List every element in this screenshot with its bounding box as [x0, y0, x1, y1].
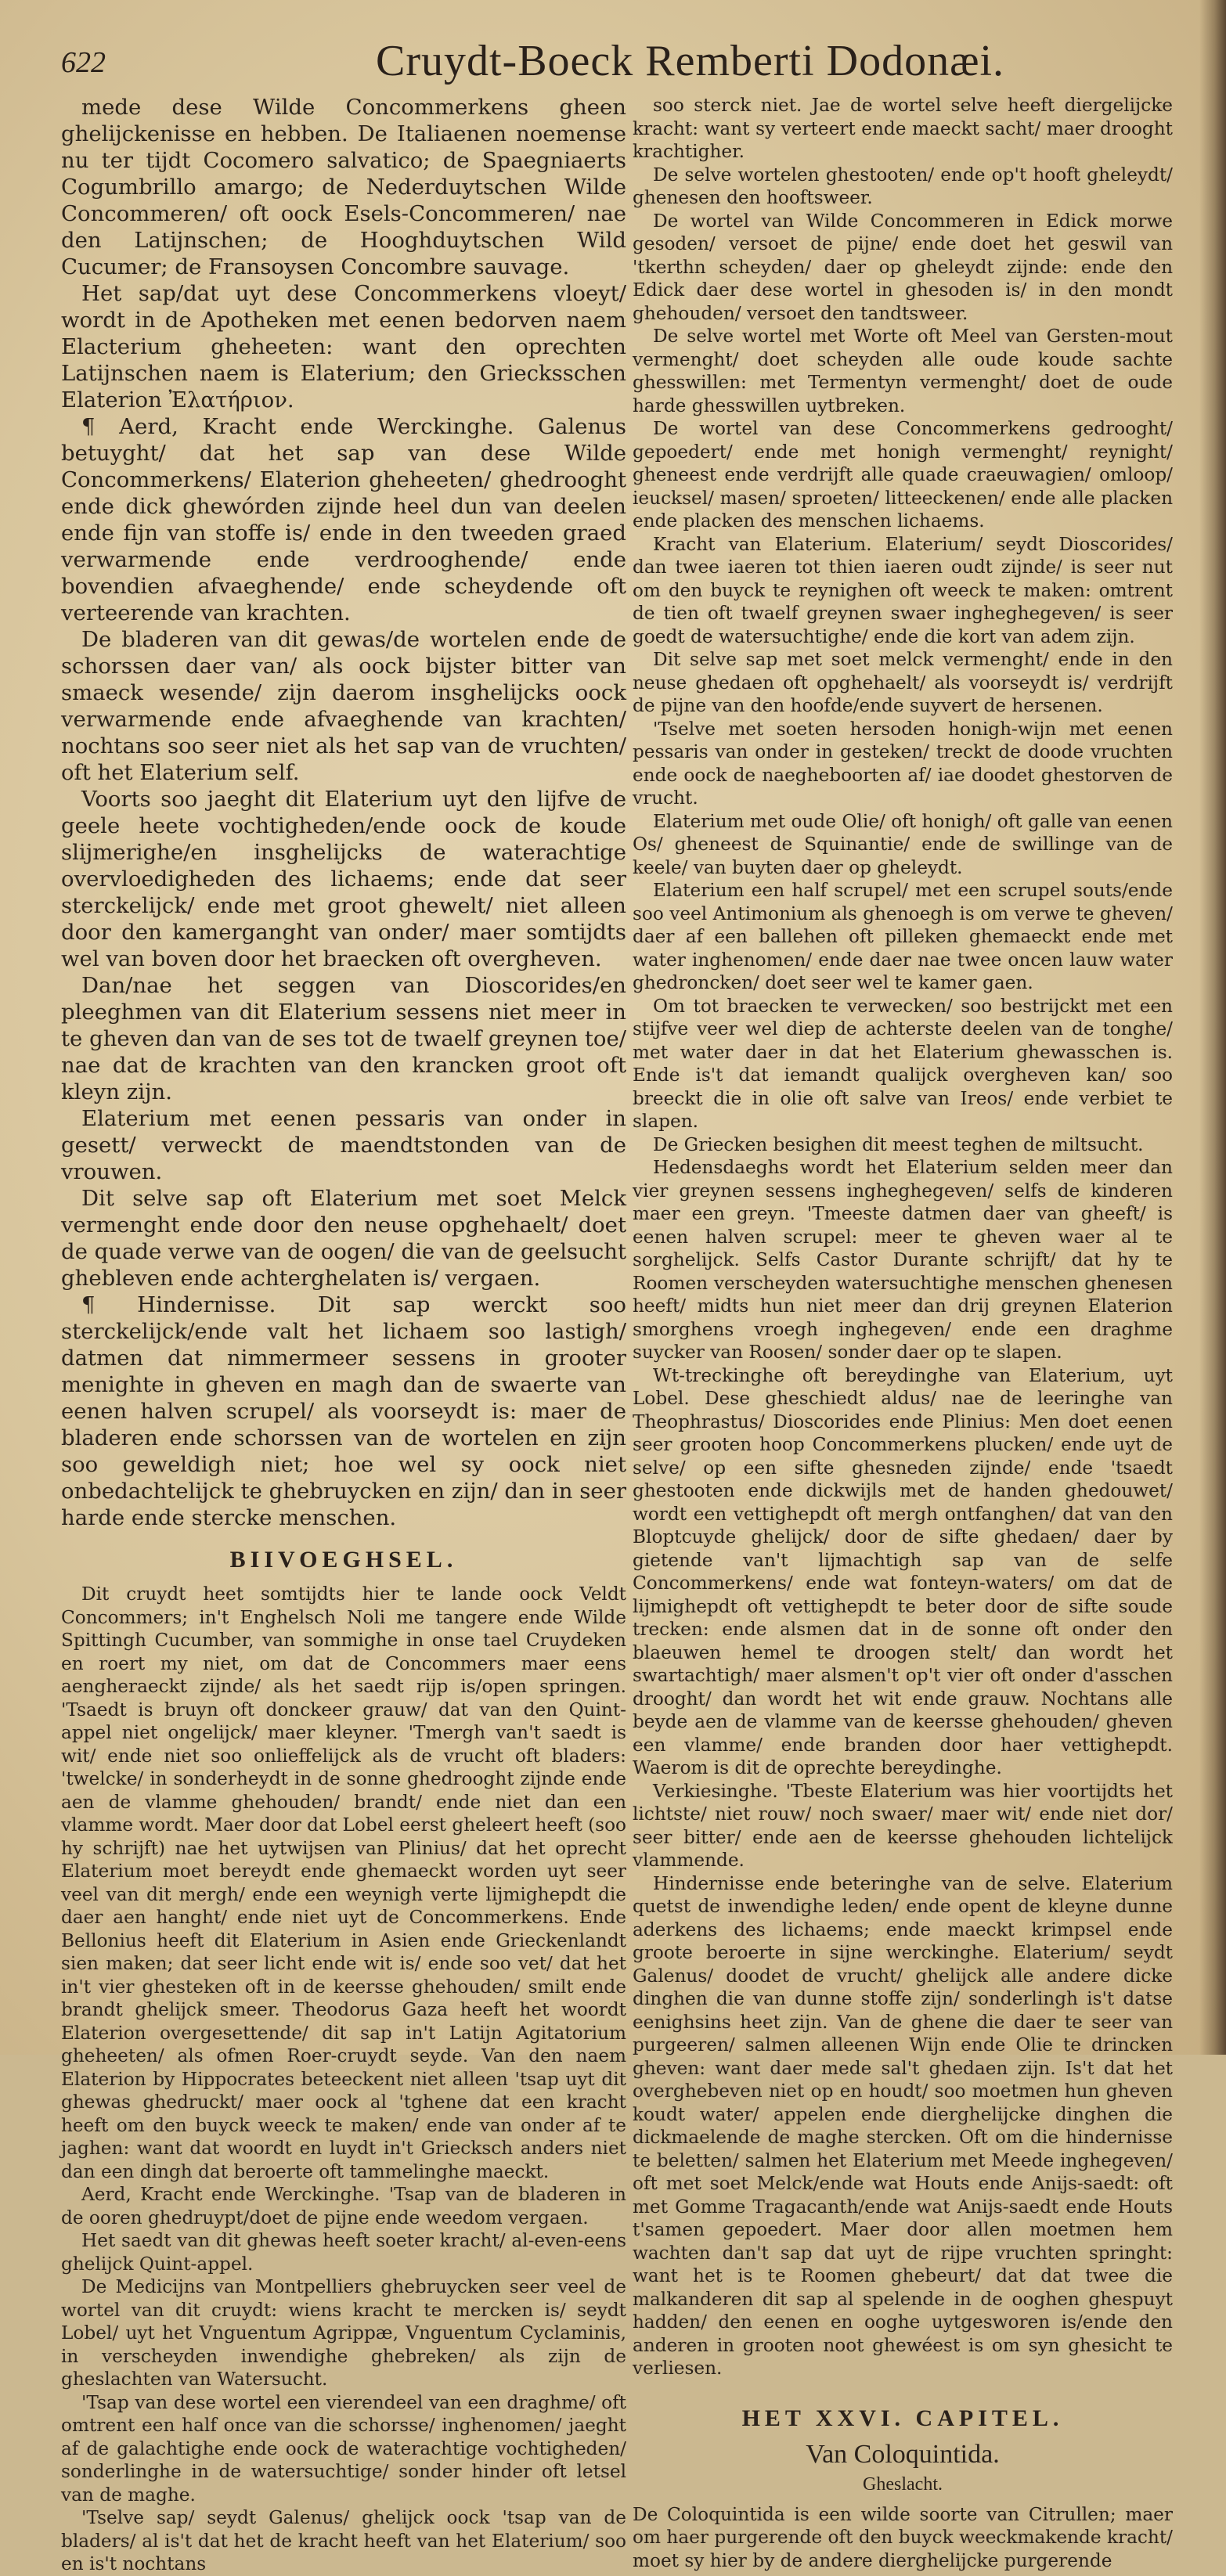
right-column — [633, 94, 1173, 2571]
paragraph: 'Tselve sap/ seydt Galenus/ ghelijck oock 'tsap van de bladers/ al is't dat het de kracht heeft van het Elaterium/ soo en is't nochtans — [61, 2507, 626, 2574]
paragraph: Dan/nae het seggen van Dioscorides/en pleeghmen van dit Elaterium sessens niet meer in te gheven dan van de ses tot de twaelf greynen toe/ nae dat de krachten van den krancken groot oft kleyn zijn. — [61, 973, 626, 1104]
paragraph: De bladeren van dit gewas/de wortelen ende de schorssen daer van/ als oock bijster bitter van smaeck wesende/ zijn daerom insghelijcks oock verwarmende ende afvaeghende van krachten/ nochtans soo seer niet als het sap van de vruchten/ oft het Elaterium self. — [61, 627, 626, 785]
paragraph: Het sap/dat uyt dese Concommerkens vloeyt/ wordt in de Apotheken met eenen bedorven naem Elacterium gheheeten: want den oprechten Latijnschen naem is Elaterium; den Griecksschen Elaterion Ἐλατήριον. — [61, 281, 626, 413]
paragraph: Hedensdaeghs wordt het Elaterium selden meer dan vier greynen sessens ingheghegeven/ selfs de kinderen maer een greyn. 'Tmeeste datmen daer van gheeft/ is eenen halven scrupel: meer te gheven waer al te sorghelijck. Selfs Castor Durante schrijft/ dat hy te Roomen verscheyden watersuchtighe menschen ghenesen heeft/ midts hun niet meer dan drij greynen Elaterion smorghens vroegh inghegeven/ ende een draghme suycker van Roosen/ sonder daer op te slapen. — [633, 1157, 1173, 1363]
paragraph: De wortel van dese Concommerkens gedrooght/ gepoedert/ ende met honigh vermenght/ reynight/ gheneest ende verdrijft alle quade craeuwagien/ omloop/ ieucksel/ masen/ sproeten/ litteeckenen/ ende alle placken ende placken des menschen lichaems. — [633, 418, 1173, 531]
chapter-section-heading: Gheslacht. — [863, 2473, 943, 2495]
paragraph: De selve wortel met Worte oft Meel van Gersten-mout vermenght/ doet scheyden alle oude koude sachte ghesswillen: met Termentyn vermenght/ doet de oude harde ghesswillen uytbreken. — [633, 326, 1173, 416]
paragraph: De Medicijns van Montpelliers ghebruycken seer veel de wortel van dit cruydt: wiens kracht te mercken is/ seydt Lobel/ uyt het Vnguentum Agrippæ, Vnguentum Cyclaminis, in verscheyden inwendighe ghebreken/ als zijn de gheslachten van Watersucht. — [61, 2276, 626, 2390]
left-main-text — [61, 94, 626, 1531]
left-column — [61, 94, 626, 2574]
paragraph: mede dese Wilde Concommerkens gheen ghelijckenisse en hebben. De Italiaenen noemense nu ter tijdt Cocomero salvatico; de Spaegniaerts Cogumbrillo amargo; de Nederduytschen Wilde Concommeren/ oft oock Esels-Concommeren/ nae den Latijnschen; de Hooghduytschen Wild Cucumer; de Fransoysen Concombre sauvage. — [61, 95, 626, 279]
paragraph: Kracht van Elaterium. Elaterium/ seydt Dioscorides/ dan twee iaeren tot thien iaeren oudt zijnde/ is seer nut om den buyck te reynighen oft weeck te maken: omtrent de tien oft twaelf greynen swaer ingheghegeven/ is seer goedt de watersuchtighe/ ende die kort van adem zijn. — [633, 533, 1173, 647]
paragraph: De selve wortelen ghestooten/ ende op't hooft gheleydt/ ghenesen den hooftsweer. — [633, 164, 1173, 208]
paragraph: Aerd, Kracht ende Werckinghe. 'Tsap van de bladeren in de ooren ghedruypt/doet de pijne ende weedom vergaen. — [61, 2184, 626, 2228]
chapter-title: HET XXVI. CAPITEL. — [741, 2405, 1064, 2431]
page-number: 622 — [61, 46, 106, 79]
paragraph: Verkiesinghe. 'Tbeste Elaterium was hier voortijdts het lichtste/ niet rouw/ noch swaer/ maer wit/ ende niet dor/ seer bitter/ ende aen de keersse ghehouden lichtelijck vlammende. — [633, 1780, 1173, 1871]
chapter-subtitle: Van Coloquintida. — [806, 2439, 1000, 2469]
paragraph: Wt-treckinghe oft bereydinghe van Elaterium, uyt Lobel. Dese gheschiedt aldus/ nae de leeringhe van Theophrastus/ Dioscorides ende Plinius: Men doet eenen seer grooten hoop Concommerkens plucken/ ende uyt de selve/ op een sifte ghesneden zijnde/ ende 'tsaedt ghestooten ende dickwijls met de handen ghedouwet/ wordt een vettighepdt oft mergh ontfanghen/ dat van den Bloptcuyde ghelijck/ door de sifte ghedaen/ daer by gietende van't lijmachtigh sap van de selfe Concommerkens/ ende wat fonteyn-waters/ om dat de lijmighepdt oft vettighepdt te beter door de sifte soude trecken: ende alsmen dat in de sonne oft onder den blaeuwen hemel te droogen stelt/ dan wordt het swartachtigh/ maer alsmen't op't vier oft onder d'asschen drooght/ dan wordt het wit ende grauw. Nochtans alle beyde aen de vlamme van de keersse ghehouden/ gheven een vlamme/ ende branden door haer vettighepdt. Waerom is dit de oprechte bereydinghe. — [633, 1364, 1173, 1778]
paragraph: Het saedt van dit ghewas heeft soeter kracht/ al-even-eens ghelijck Quint-appel. — [61, 2230, 626, 2275]
section-title: BIIVOEGHSEL. — [229, 1547, 458, 1573]
page-header — [47, 31, 1174, 94]
bijvoeghsel-text — [61, 1583, 626, 2576]
paragraph: soo sterck niet. Jae de wortel selve heeft diergelijcke kracht: want sy verteert ende maeckt sacht/ maer drooght krachtigher. — [633, 95, 1173, 162]
paragraph: De Griecken besighen dit meest teghen de miltsucht. — [653, 1133, 1144, 1155]
paragraph: ¶ Hindernisse. Dit sap werckt soo sterckelijck/ende valt het lichaem soo lastigh/ datmen dat nimmermeer sessens in grooter menighte in gheven en magh dan de swaerte van eenen halven scrupel/ als voorseydt is: maer de bladeren ende schorssen van de wortelen en zijn soo geweldigh niet; hoe wel sy oock niet onbedachtelijck te ghebruycken en zijn/ dan in seer harde ende stercke menschen. — [61, 1292, 626, 1530]
paragraph: Dit cruydt heet somtijdts hier te lande oock Veldt Concommers; in't Enghelsch Noli me tangere ende Wilde Spittingh Cucumber, van sommighe in onse tael Cruydeken en roert my niet, om dat de Concommers maer eens aengheraeckt zijnde/ als het saedt rijp is/open springen. 'Tsaedt is bruyn oft donckeer grauw/ dat van den Quint-appel niet ongelijck/ maer kleyner. 'Tmergh van't saedt is wit/ ende niet soo onlieffelijck als de vrucht oft bladers: 'twelcke/ in sonderheydt in de sonne ghedrooght zijnde ende aen de vlamme ghehouden/ brandt/ ende niet dan een vlamme wordt. Maer door dat Lobel eerst gheleert heeft (soo hy schrijft) nae het uytwijsen van Plinius/ dat het oprecht Elaterium moet bereydt ende ghemaeckt worden uyt seer veel van dit mergh/ ende een weynigh verte lijmighepdt die daer aen hanght/ ende niet uyt de Concommerkens. Ende Bellonius heeft dit Elaterium in Asien ende Grieckenlandt sien maken; dat seer licht ende wit is/ ende soo vet/ dat het in't vier ghesteken oft in de keersse ghehouden/ smilt ende brandt ghelijck smeer. Theodorus Gaza heeft het woordt Elaterion overgesettende/ dit sap in't Latijn Agitatorium gheheeten/ als ofmen Roer-cruydt seyde. Van den naem Elaterion by Hippocrates beteeckent niet alleen 'tsap uyt dit ghewas ghedruckt/ maer oock al 'tghene dat een kracht heeft om den buyck weeck te maken/ ende van onder af te jaghen: want dat woordt en luydt in't Griecksch anders niet dan een dingh dat beroerte oft tammelinghe maeckt. — [61, 1583, 626, 2182]
running-title: Cruydt-Boeck Remberti Dodonæi. — [376, 37, 1005, 85]
paragraph: 'Tselve met soeten hersoden honigh-wijn met eenen pessaris van onder in gesteken/ treckt de doode vruchten ende oock de naegheboorten af/ iae doodet ghestorven de vrucht. — [633, 718, 1173, 809]
paragraph: 'Tsap van dese wortel een vierendeel van een draghme/ oft omtrent een half once van die schorsse/ inghenomen/ jaeght af de galachtighe ende oock de waterachtige vochtigheden/ sonderlinghe in de watersuchtige/ sonder hinder oft letsel van de maghe. — [61, 2391, 626, 2506]
paragraph: Hindernisse ende beteringhe van de selve. Elaterium quetst de inwendighe leden/ ende opent de kleyne dunne aderkens des lichaems; ende maeckt krimpsel ende groote beroerte in sijne werckinghe. Elaterium/ seydt Galenus/ doodet de vrucht/ ghelijck alle andere dicke dinghen die van dunne stoffe zijn/ sonderlingh is't datse eenighsins heet zijn. Van de ghene die daer te seer van purgeeren/ salmen alleenen Wijn ende Olie te drincken gheven: want daer mede sal't ghedaen zijn. Is't dat het overghebeven niet op en houdt/ soo moetmen hun gheven koudt water/ appelen ende dierghelijcke dinghen die dickmaelende de maghe stercken. Oft om die hindernisse te beletten/ salmen het Elaterium met Meede inghegeven/ oft met soet Melck/ende wat Houts ende Anijs-saedt: oft met Gomme Tragacanth/ende wat Anijs-saedt ende Houts t'samen gepoedert. Maer door allen moetmen hem wachten dan't sap dat uyt de rijpe vruchten springht: want het is te Roomen ghebeurt/ dat dat twee die malkanderen dit sap al spelende in de ooghen ghespuyt hadden/ den eenen en ooghe uytgesworen is/ende den anderen in grooten noot ghewéest is om syn ghesicht te verliesen. — [633, 1872, 1173, 2379]
paragraph: Elaterium met eenen pessaris van onder in gesett/ verweckt de maendtstonden van de vrouwen. — [61, 1106, 626, 1184]
paragraph: Dit selve sap oft Elaterium met soet Melck vermenght ende door den neuse opghehaelt/ doet de quade verwe van de oogen/ die van de geelsucht ghebleven ende achterghelaten is/ vergaen. — [61, 1186, 626, 1291]
paragraph: Om tot braecken te verwecken/ soo bestrijckt met een stijfve veer wel diep de achterste deelen van de tonghe/ met water daer in dat het Elaterium ghewasschen is. Ende is't dat iemandt qualijck overgheven kan/ soo breeckt die in olie oft salve van Ireos/ ende verbiet te slapen. — [633, 995, 1173, 1132]
paragraph: Elaterium met oude Olie/ oft honigh/ oft galle van eenen Os/ gheneest de Squinantie/ ende de swillinge van de keele/ van buyten daer op gheleydt. — [633, 810, 1173, 878]
paragraph: ¶ Aerd, Kracht ende Werckinghe. Galenus betuyght/ dat het sap van dese Wilde Concommerkens/ Elaterion gheheeten/ ghedrooght ende dick ghewórden zijnde heel dun van deelen ende fijn van stoffe is/ ende in den tweeden graed verwarmende ende verdrooghende/ ende bovendien afvaeghende/ ende scheydende oft verteerende van krachten. — [61, 414, 626, 625]
book-gutter-shadow — [1199, 0, 1226, 2055]
paragraph: Elaterium een half scrupel/ met een scrupel souts/ende soo veel Antimonium als ghenoegh is om verwe te gheven/ daer af een ballehen oft pilleken ghemaeckt ende met water inghenomen/ ende daer nae twee oncen lauw water ghedroncken/ doet seer wel te kamer gaen. — [633, 880, 1173, 993]
paragraph: Voorts soo jaeght dit Elaterium uyt den lijfve de geele heete vochtigheden/ende oock de koude slijmerighe/en insghelijcks de waterachtige overvloedigheden des lichaems; ende dat seer sterckelijck/ ende met groot ghewelt/ niet alleen door den kamerganght van onder/ maer somtijdts wel van boven door het braecken oft overgheven. — [61, 787, 626, 971]
chapter-opening-paragraph: De Coloquintida is een wilde soorte van Citrullen; maer om haer purgerende oft den buyck weeckmakende kracht/ moet sy hier by de andere dierghelijcke purgerende — [633, 2503, 1173, 2571]
paragraph: De wortel van Wilde Concommeren in Edick morwe gesoden/ versoet de pijne/ ende doet het geswil van 'tkerthn scheyden/ daer op gheleydt zijnde: ende den Edick daer dese wortel in ghesoden is/ in den mondt ghehouden/ versoet den tandtsweer. — [633, 210, 1173, 324]
paragraph: Dit selve sap met soet melck vermenght/ ende in den neuse ghedaen oft opghehaelt/ als voorseydt is/ verdrijft de pijne van den hoofde/ende suyvert de hersenen. — [633, 649, 1173, 716]
